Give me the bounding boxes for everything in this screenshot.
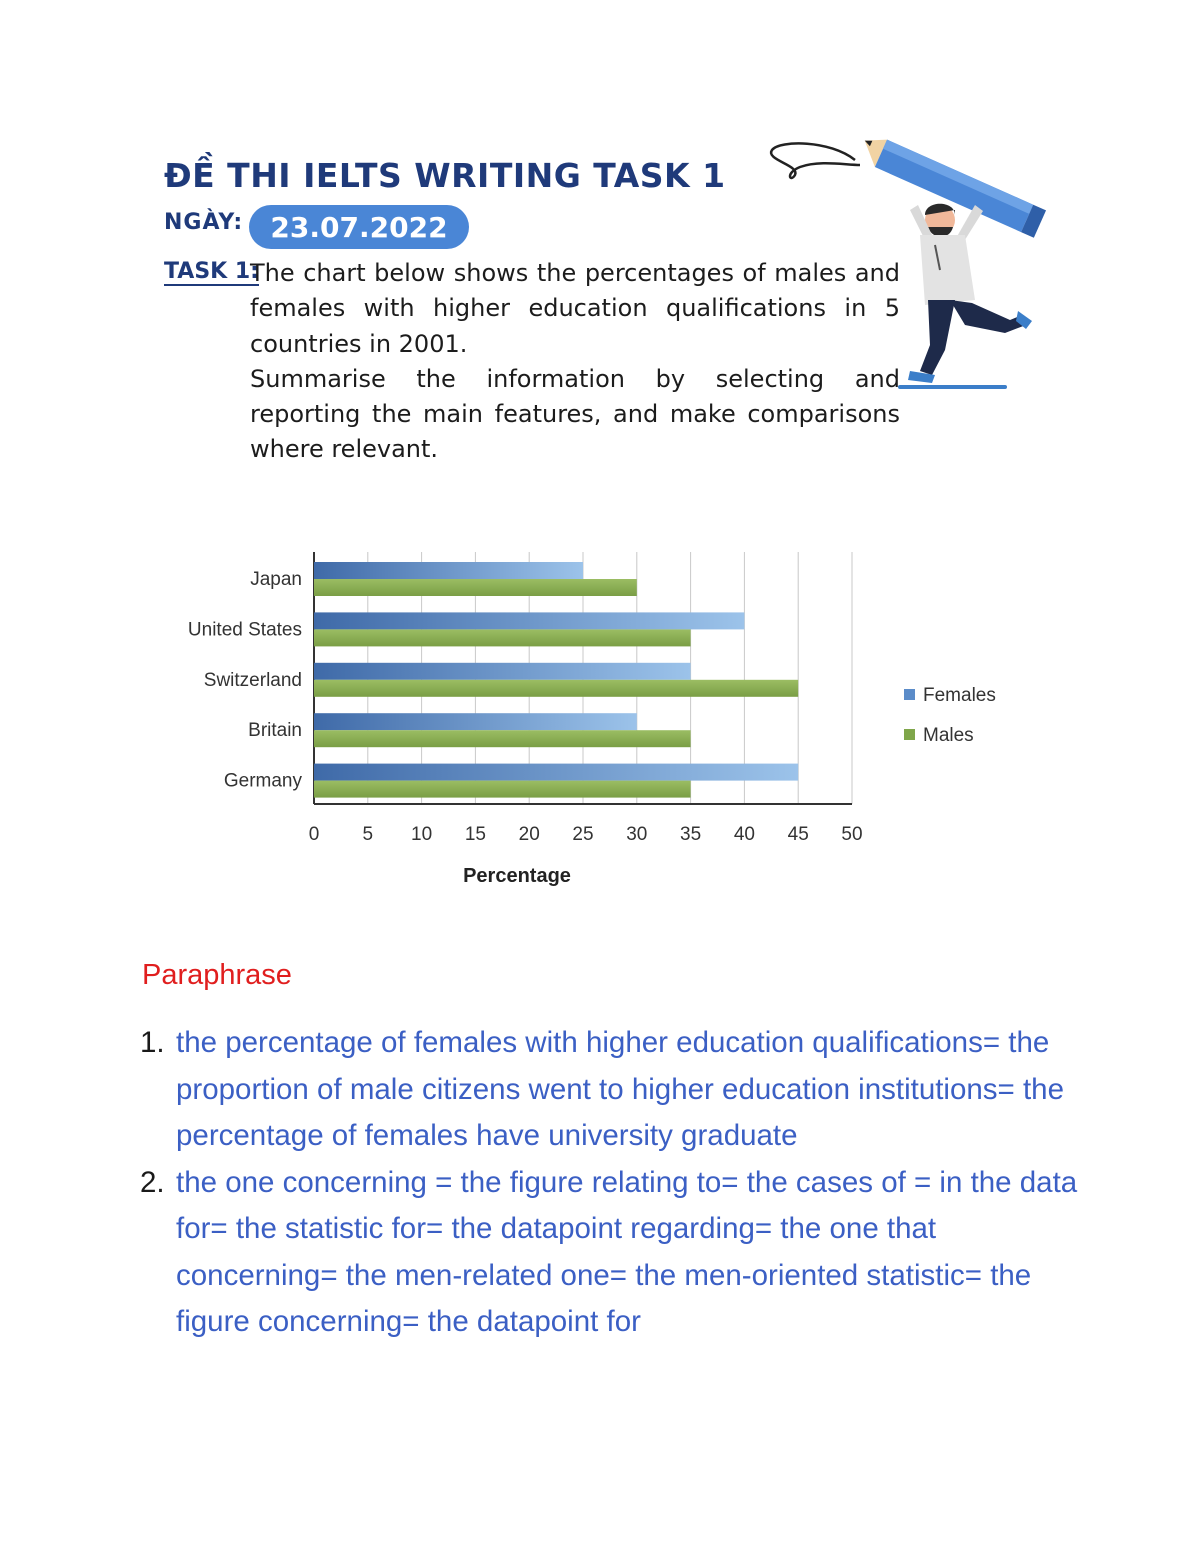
x-tick-label: 0 (308, 824, 320, 845)
legend-label: Females (923, 685, 996, 706)
list-item (140, 1020, 1080, 1160)
category-label: United States (187, 619, 302, 641)
chart-x-tick-labels (309, 824, 863, 845)
legend-label: Males (923, 725, 974, 746)
man-carrying-pencil-illustration (760, 135, 1060, 405)
x-tick-label: 50 (841, 824, 863, 845)
list-item-number: 2. (140, 1165, 165, 1199)
legend-swatch (904, 689, 915, 700)
bar-chart (150, 540, 1030, 900)
x-tick-label: 10 (411, 824, 433, 845)
x-tick-label: 40 (733, 824, 755, 845)
bar-females-united-states (314, 612, 744, 629)
list-item-number: 1. (140, 1026, 165, 1059)
category-label: Britain (248, 720, 302, 742)
task-prompt-paragraph-2: Summarise the information by selecting and reporting the main features, and make comparisons where relevant. (250, 364, 900, 464)
chart-legend (904, 685, 996, 746)
legend-swatch (904, 729, 915, 740)
category-label: Switzerland (203, 669, 302, 691)
x-tick-label: 25 (572, 824, 594, 845)
x-tick-label: 35 (680, 824, 702, 845)
paraphrase-heading: Paraphrase (142, 959, 292, 991)
page-title: ĐỀ THI IELTS WRITING TASK 1 (164, 156, 726, 195)
bar-males-germany (314, 781, 691, 798)
x-axis-label: Percentage (463, 865, 571, 887)
category-label: Germany (223, 770, 302, 792)
bar-males-switzerland (314, 680, 798, 697)
list-item-text: the percentage of females with higher education qualifications= the proportion of male citizens went to higher education institutions= the percentage of females have university graduate (176, 1026, 1064, 1152)
bar-males-japan (314, 579, 637, 596)
date-badge: 23.07.2022 (249, 205, 469, 249)
bar-females-switzerland (314, 663, 691, 680)
bar-males-united-states (314, 629, 691, 646)
x-tick-label: 45 (787, 824, 809, 845)
chart-bars (314, 562, 798, 798)
bar-females-japan (314, 562, 583, 579)
bar-females-germany (314, 764, 798, 781)
list-item-text: the one concerning = the figure relating to= the cases of = in the data for= the statistic for= the datapoint regarding= the one that concerning= the men-related one= the men-oriented statistic= the figure concerning= the datapoint for (176, 1165, 1078, 1338)
list-item (140, 1160, 1080, 1346)
task-prompt-paragraph-1: The chart below shows the percentages of males and females with higher education qualifications in 5 countries in 2001. (250, 259, 900, 358)
x-tick-label: 5 (362, 824, 374, 845)
bar-females-britain (314, 713, 637, 730)
paraphrase-list (140, 1020, 1080, 1346)
category-label: Japan (250, 569, 302, 590)
x-tick-label: 20 (518, 824, 540, 845)
x-tick-label: 15 (464, 824, 486, 845)
task-label: TASK 1: (164, 259, 259, 284)
date-label: NGÀY: (164, 210, 244, 235)
bar-males-britain (314, 730, 691, 747)
x-tick-label: 30 (626, 824, 648, 845)
chart-category-labels (188, 569, 303, 792)
